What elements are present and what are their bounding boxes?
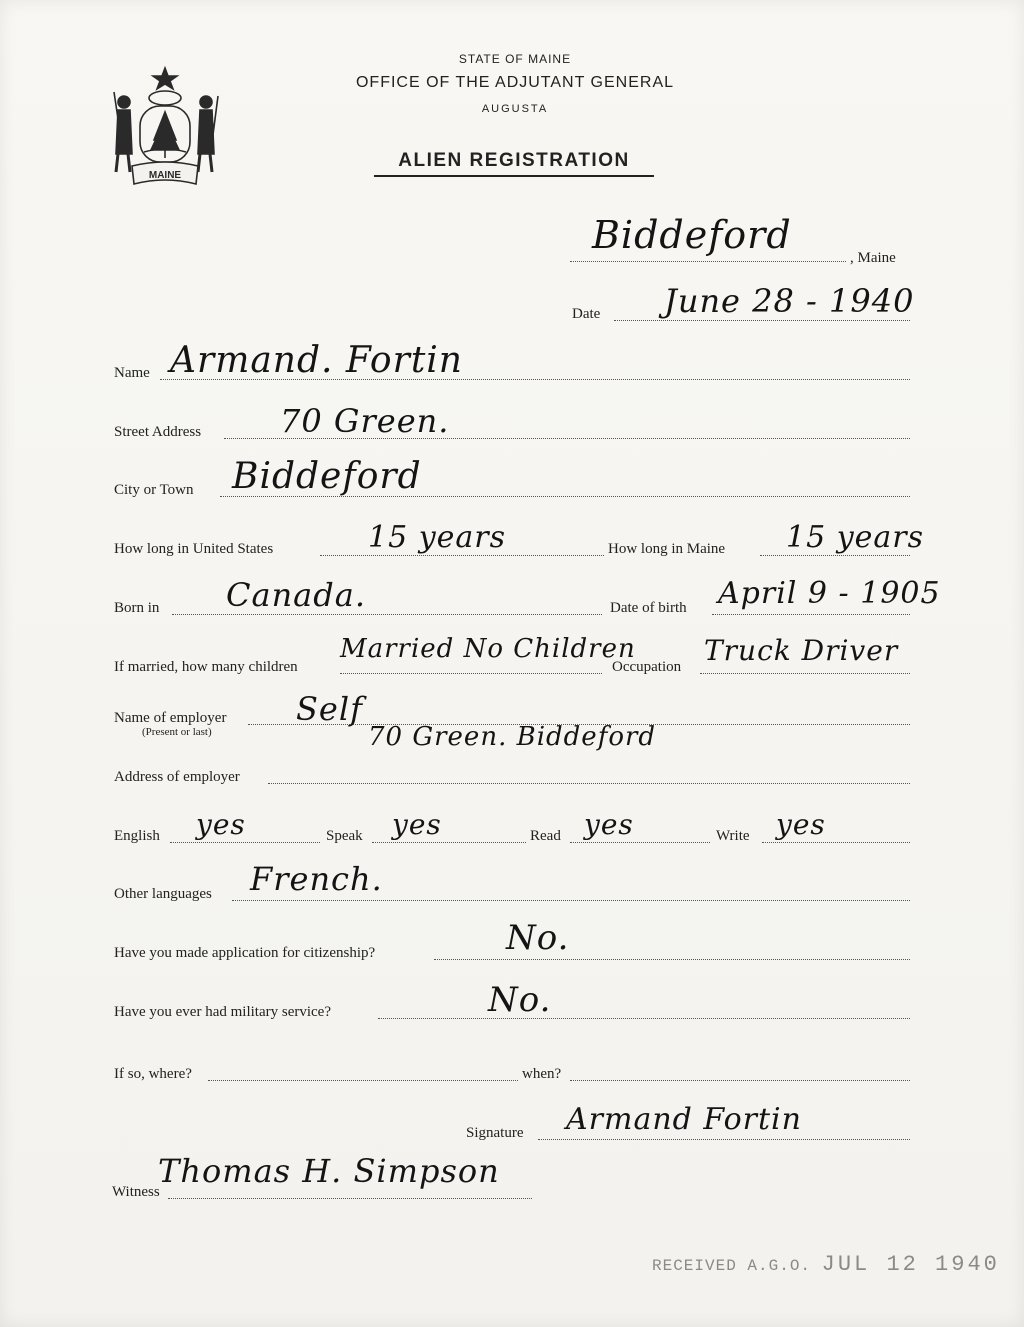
header-office: OFFICE OF THE ADJUTANT GENERAL	[355, 74, 675, 91]
children-line	[340, 673, 602, 674]
children-label: If married, how many children	[114, 659, 298, 675]
children-value: Married No Children	[340, 634, 636, 664]
seal-banner-text: MAINE	[148, 170, 182, 181]
city-label: City or Town	[114, 482, 194, 498]
witness-label: Witness	[112, 1184, 160, 1200]
name-label: Name	[114, 365, 150, 381]
long-us-value: 15 years	[368, 520, 507, 555]
date-label: Date	[572, 306, 601, 322]
english-label: English	[114, 828, 160, 844]
date-line	[614, 320, 910, 321]
read-value: yes	[584, 808, 634, 841]
read-line	[570, 842, 710, 843]
occupation-line	[700, 673, 910, 674]
long-maine-label: How long in Maine	[608, 541, 726, 557]
occupation-label: Occupation	[612, 659, 682, 675]
where-line	[208, 1080, 518, 1081]
born-in-line	[172, 614, 602, 615]
employer-value: Self	[296, 690, 363, 728]
long-maine-value: 15 years	[786, 520, 925, 555]
dob-label: Date of birth	[610, 600, 687, 616]
maine-label: , Maine	[850, 250, 896, 266]
write-value: yes	[776, 808, 826, 841]
write-line	[762, 842, 910, 843]
received-stamp	[652, 1252, 1000, 1277]
speak-label: Speak	[326, 828, 363, 844]
long-maine-line	[760, 555, 910, 556]
where-label: If so, where?	[114, 1066, 192, 1082]
occupation-value: Truck Driver	[704, 634, 899, 667]
when-label: when?	[522, 1066, 562, 1082]
employer-address-line	[268, 783, 910, 784]
name-value: Armand. Fortin	[170, 340, 463, 381]
town-line	[570, 261, 846, 262]
street-value: 70 Green.	[280, 402, 450, 440]
born-in-label: Born in	[114, 600, 160, 616]
long-us-label: How long in United States	[114, 541, 274, 557]
write-label: Write	[716, 828, 750, 844]
military-line	[378, 1018, 910, 1019]
street-label: Street Address	[114, 424, 202, 440]
speak-value: yes	[392, 808, 442, 841]
born-in-value: Canada.	[226, 576, 366, 614]
citizenship-label: Have you made application for citizenship?	[114, 945, 376, 961]
citizenship-line	[434, 959, 910, 960]
other-languages-label: Other languages	[114, 886, 212, 902]
signature-line	[538, 1139, 910, 1140]
citizenship-value: No.	[506, 918, 570, 958]
military-value: No.	[488, 980, 552, 1020]
english-value: yes	[196, 808, 246, 841]
long-us-line	[320, 555, 604, 556]
state-seal-icon	[106, 62, 224, 190]
employer-address-label: Address of employer	[114, 769, 240, 785]
read-label: Read	[530, 828, 561, 844]
header-state: STATE OF MAINE	[458, 52, 572, 66]
stamp-prefix: RECEIVED A.G.O.	[652, 1257, 812, 1275]
stamp-date: JUL 12 1940	[821, 1252, 1000, 1277]
employer-address-value: 70 Green. Biddeford	[368, 722, 657, 752]
employer-note: (Present or last)	[142, 726, 212, 738]
dob-value: April 9 - 1905	[718, 576, 941, 611]
city-value: Biddeford	[232, 456, 422, 497]
english-line	[170, 842, 320, 843]
military-label: Have you ever had military service?	[114, 1004, 331, 1020]
speak-line	[372, 842, 526, 843]
when-line	[570, 1080, 910, 1081]
date-value: June 28 - 1940	[664, 282, 915, 320]
dob-line	[712, 614, 910, 615]
signature-label: Signature	[466, 1125, 524, 1141]
other-languages-line	[232, 900, 910, 901]
town-value: Biddeford	[592, 213, 792, 257]
form-title: ALIEN REGISTRATION	[374, 150, 654, 177]
witness-line	[168, 1198, 532, 1199]
employer-label: Name of employer	[114, 710, 227, 726]
header-city: AUGUSTA	[481, 103, 549, 115]
witness-value: Thomas H. Simpson	[158, 1152, 500, 1190]
other-languages-value: French.	[250, 860, 383, 898]
signature-value: Armand Fortin	[566, 1102, 802, 1137]
